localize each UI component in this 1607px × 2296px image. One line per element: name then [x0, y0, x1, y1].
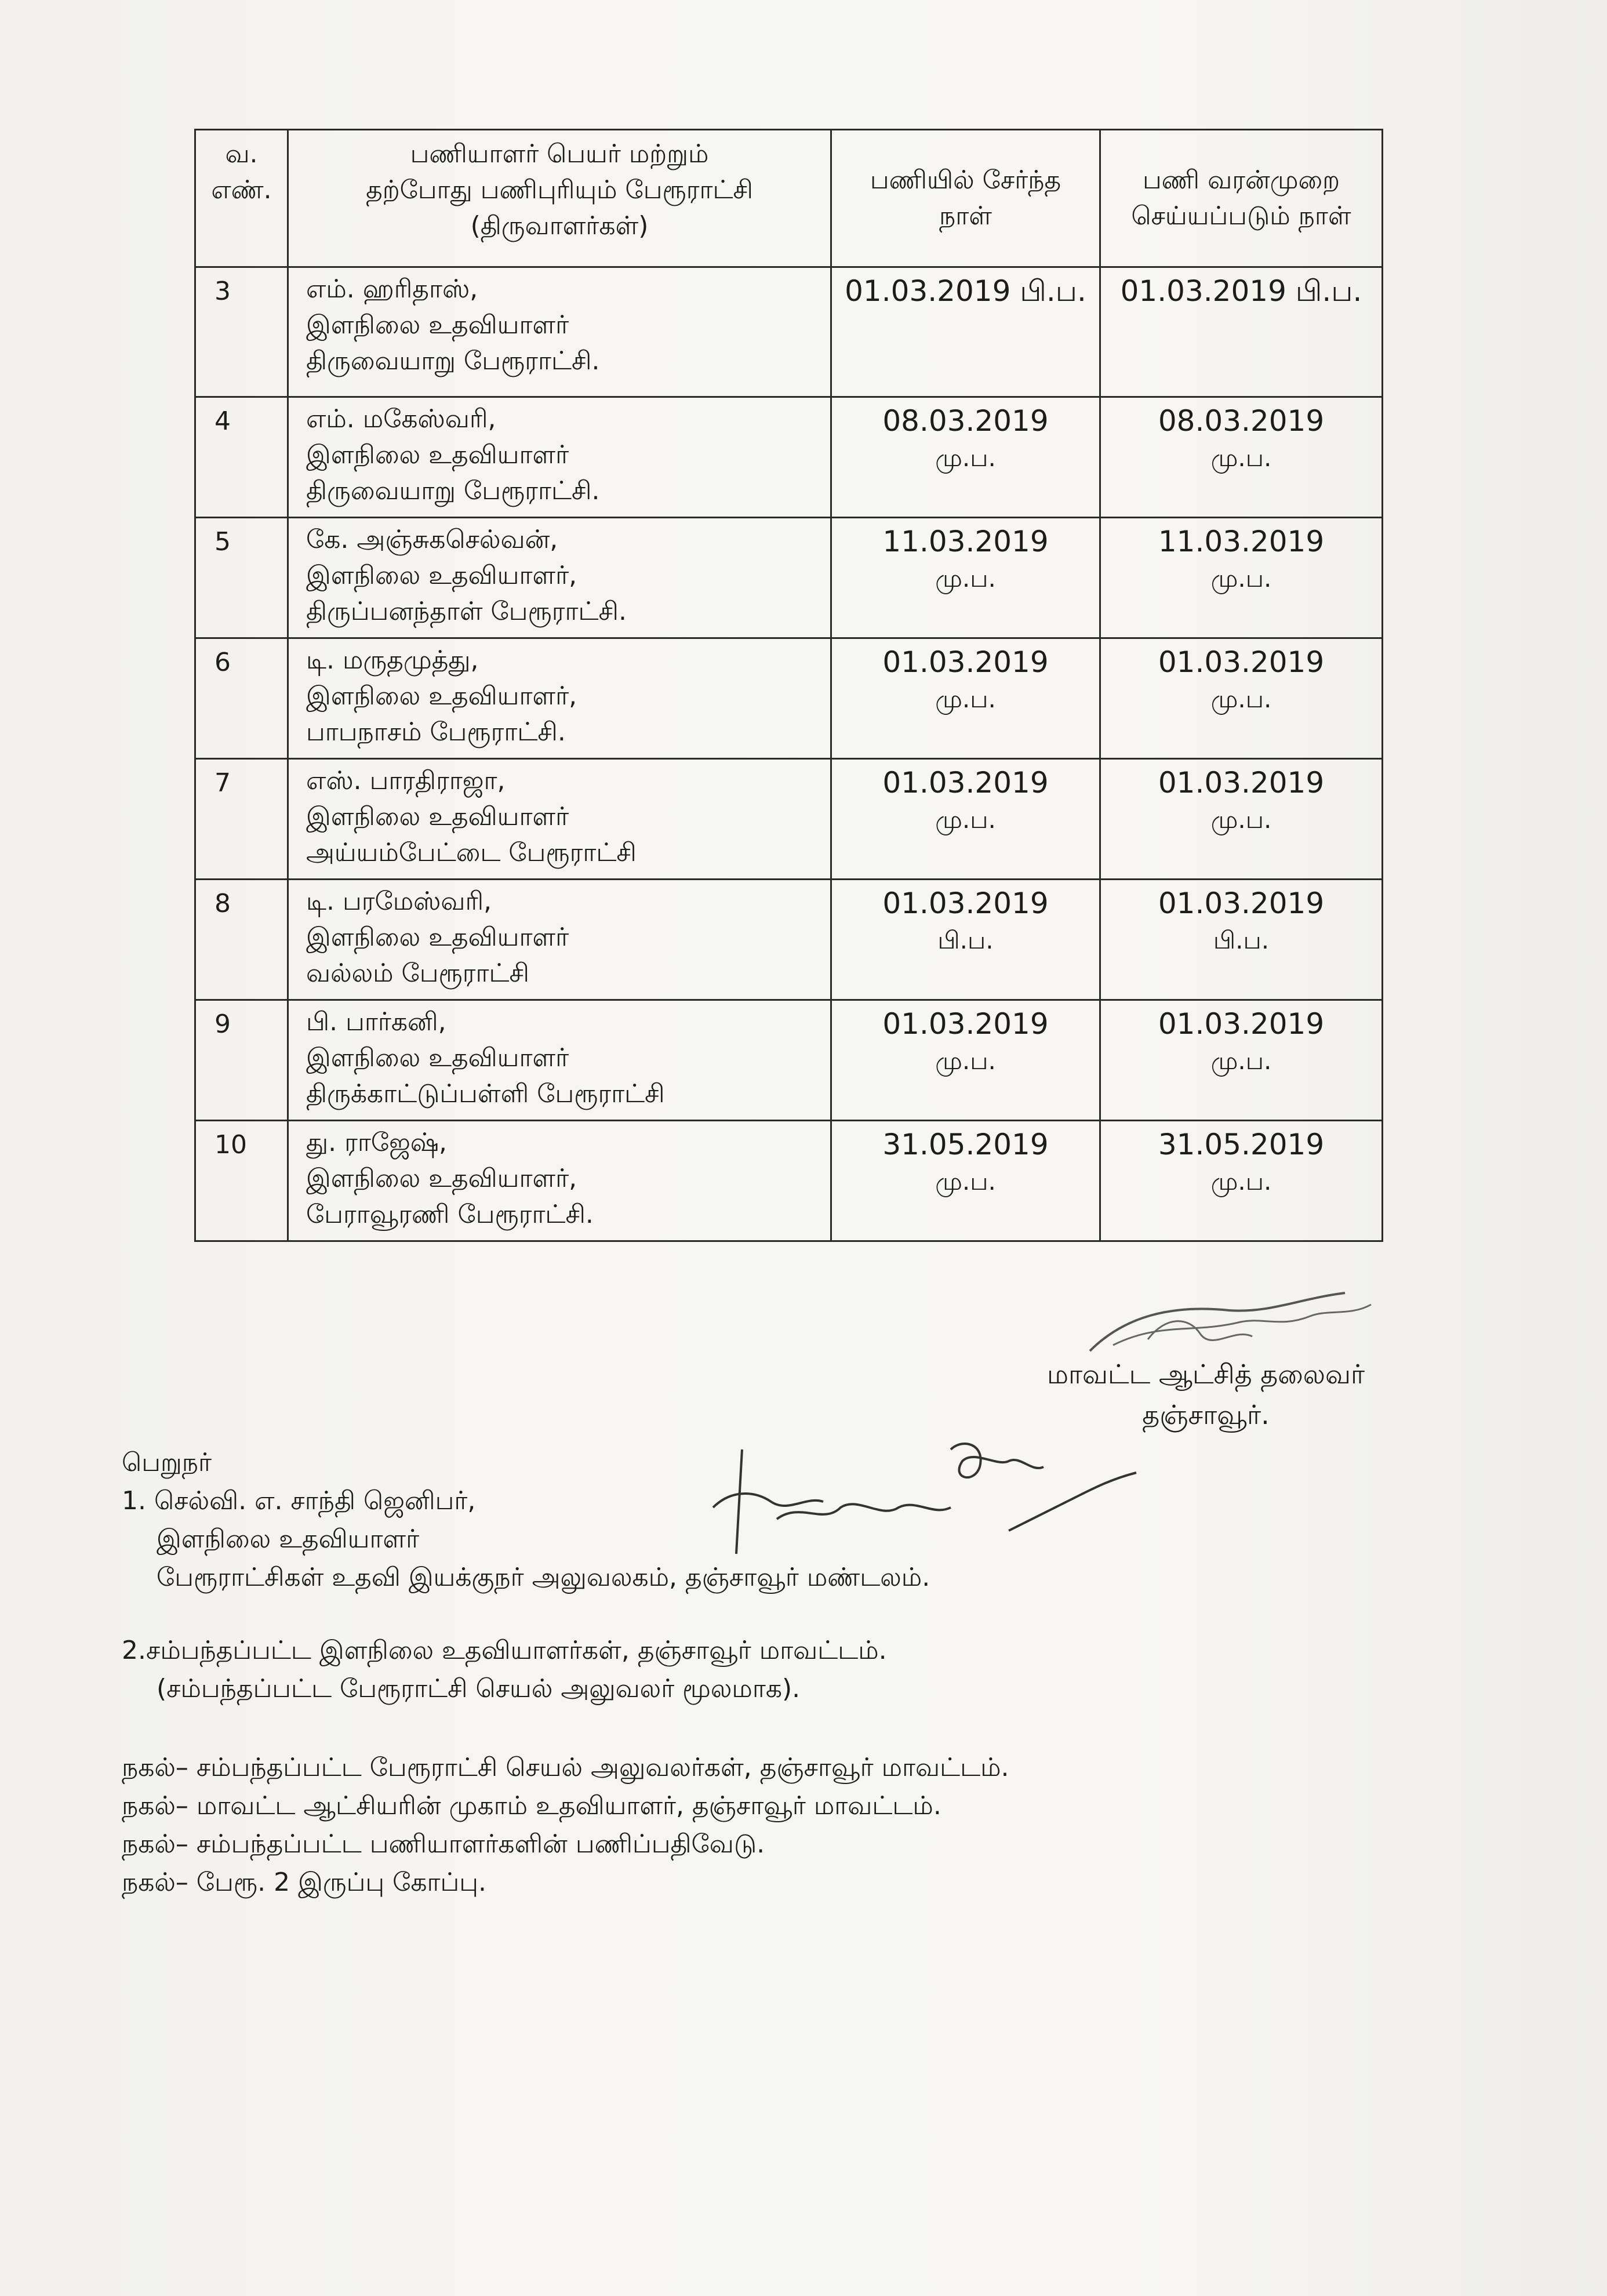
recipient-2-note: (சம்பந்தப்பட்ட பேரூராட்சி செயல் அலுவலர் மூலமாக).	[157, 1674, 801, 1703]
table-row	[195, 1000, 1383, 1121]
signatory-designation: மாவட்ட ஆட்சித் தலைவர்	[1046, 1358, 1365, 1390]
employee-office: திருப்பனந்தாள் பேரூராட்சி.	[306, 597, 627, 626]
regularised-date: 31.05.2019	[1158, 1128, 1325, 1161]
employee-post: இளநிலை உதவியாளர்,	[306, 1164, 577, 1193]
employee-cell	[288, 1000, 831, 1121]
regularised-session: பி.ப.	[1213, 926, 1270, 954]
serial-number: 5	[195, 518, 288, 638]
joined-session: மு.ப.	[935, 444, 996, 472]
table-row	[195, 397, 1383, 518]
joined-date: 01.03.2019	[882, 645, 1049, 679]
employee-cell	[288, 267, 831, 397]
employee-office: பேராவூரணி பேரூராட்சி.	[306, 1200, 594, 1229]
serial-number: 4	[195, 397, 288, 518]
employee-cell	[288, 518, 831, 638]
serial-number: 7	[195, 759, 288, 880]
employee-office: வல்லம் பேரூராட்சி	[306, 958, 529, 988]
regularised-session: மு.ப.	[1210, 805, 1272, 834]
recipients-heading: பெறுநர்	[122, 1448, 212, 1477]
joined-date-cell	[831, 1121, 1100, 1241]
regularised-session: மு.ப.	[1210, 1047, 1272, 1075]
copy-line: நகல்– பேரூ. 2 இருப்பு கோப்பு.	[122, 1868, 486, 1897]
regularised-date-cell	[1100, 638, 1383, 759]
recipients-section	[122, 1444, 1009, 1902]
joined-date: 08.03.2019	[882, 404, 1049, 438]
regularised-date-cell	[1100, 267, 1383, 397]
header-serial: வ. எண்.	[195, 130, 288, 267]
employee-cell	[288, 759, 831, 880]
copy-line: நகல்– சம்பந்தப்பட்ட பேரூராட்சி செயல் அலுவலர்கள், தஞ்சாவூர் மாவட்டம்.	[122, 1753, 1009, 1782]
serial-number: 10	[195, 1121, 288, 1241]
employee-cell	[288, 1121, 831, 1241]
regularised-date: 01.03.2019 பி.ப.	[1120, 274, 1362, 308]
serial-number: 9	[195, 1000, 288, 1121]
employee-post: இளநிலை உதவியாளர்	[306, 922, 569, 952]
recipient-1-office: பேரூராட்சிகள் உதவி இயக்குநர் அலுவலகம், தஞ்சாவூர் மண்டலம்.	[157, 1563, 930, 1592]
joined-date: 01.03.2019	[882, 1007, 1049, 1041]
serial-number: 8	[195, 880, 288, 1000]
joined-date-cell	[831, 267, 1100, 397]
regularised-date-cell	[1100, 1121, 1383, 1241]
header-regularised-date: பணி வரன்முறை செய்யப்படும் நாள்	[1100, 130, 1383, 267]
employee-name: எம். ஹரிதாஸ்,	[306, 274, 478, 304]
employee-cell	[288, 397, 831, 518]
employee-name: பி. பார்கனி,	[306, 1007, 446, 1037]
regularised-date-cell	[1100, 1000, 1383, 1121]
table-row	[195, 880, 1383, 1000]
joined-date-cell	[831, 759, 1100, 880]
regularised-date: 01.03.2019	[1158, 766, 1325, 800]
employee-post: இளநிலை உதவியாளர்,	[306, 681, 577, 711]
joined-date: 01.03.2019 பி.ப.	[845, 274, 1086, 308]
employee-name: து. ராஜேஷ்,	[306, 1128, 448, 1157]
table-header-row	[195, 130, 1383, 267]
regularised-session: மு.ப.	[1210, 685, 1272, 713]
regularised-date-cell	[1100, 759, 1383, 880]
employee-name: டி. பரமேஸ்வரி,	[306, 887, 492, 916]
joined-date-cell	[831, 397, 1100, 518]
employee-name: டி. மருதமுத்து,	[306, 645, 479, 675]
regularised-date: 01.03.2019	[1158, 887, 1325, 920]
table-row	[195, 267, 1383, 397]
joined-session: பி.ப.	[937, 926, 994, 954]
serial-number: 3	[195, 267, 288, 397]
joined-date-cell	[831, 880, 1100, 1000]
employee-office: பாபநாசம் பேரூராட்சி.	[306, 717, 566, 747]
employee-post: இளநிலை உதவியாளர்	[306, 440, 569, 470]
joined-session: மு.ப.	[935, 1167, 996, 1196]
joined-date-cell	[831, 518, 1100, 638]
joined-session: மு.ப.	[935, 805, 996, 834]
table-row	[195, 638, 1383, 759]
employee-cell	[288, 880, 831, 1000]
table-row	[195, 1121, 1383, 1241]
regularised-session: மு.ப.	[1210, 444, 1272, 472]
table-row	[195, 518, 1383, 638]
joined-date: 11.03.2019	[882, 525, 1049, 558]
regularised-date: 01.03.2019	[1158, 645, 1325, 679]
joined-date-cell	[831, 638, 1100, 759]
recipient-1-name: 1. செல்வி. எ. சாந்தி ஜெனிபர்,	[122, 1486, 476, 1516]
employee-post: இளநிலை உதவியாளர்	[306, 802, 569, 831]
employee-name: கே. அஞ்சுகசெல்வன்,	[306, 525, 558, 554]
copy-line: நகல்– சம்பந்தப்பட்ட பணியாளர்களின் பணிப்பதிவேடு.	[122, 1829, 765, 1859]
signatory-place: தஞ்சாவூர்.	[1142, 1399, 1270, 1430]
header-joined-date: பணியில் சேர்ந்த நாள்	[831, 130, 1100, 267]
joined-session: மு.ப.	[935, 564, 996, 593]
recipient-1-post: இளநிலை உதவியாளர்	[157, 1524, 420, 1554]
staff-regularisation-table	[194, 129, 1383, 1242]
joined-date: 31.05.2019	[882, 1128, 1049, 1161]
signatory-block	[1026, 1354, 1386, 1435]
employee-post: இளநிலை உதவியாளர்,	[306, 561, 577, 590]
joined-date-cell	[831, 1000, 1100, 1121]
employee-office: திருக்காட்டுப்பள்ளி பேரூராட்சி	[306, 1079, 665, 1109]
regularised-date: 01.03.2019	[1158, 1007, 1325, 1041]
regularised-date-cell	[1100, 397, 1383, 518]
employee-cell	[288, 638, 831, 759]
copy-line: நகல்– மாவட்ட ஆட்சியரின் முகாம் உதவியாளர், தஞ்சாவூர் மாவட்டம்.	[122, 1791, 941, 1821]
regularised-date-cell	[1100, 880, 1383, 1000]
table-row	[195, 759, 1383, 880]
regularised-date: 11.03.2019	[1158, 525, 1325, 558]
joined-session: மு.ப.	[935, 685, 996, 713]
recipient-2-line: 2.சம்பந்தப்பட்ட இளநிலை உதவியாளர்கள், தஞ்சாவூர் மாவட்டம்.	[122, 1636, 887, 1665]
employee-name: எஸ். பாரதிராஜா,	[306, 766, 506, 795]
employee-name: எம். மகேஸ்வரி,	[306, 404, 496, 434]
joined-session: மு.ப.	[935, 1047, 996, 1075]
regularised-date-cell	[1100, 518, 1383, 638]
employee-post: இளநிலை உதவியாளர்	[306, 1043, 569, 1073]
regularised-session: மு.ப.	[1210, 1167, 1272, 1196]
regularised-date: 08.03.2019	[1158, 404, 1325, 438]
serial-number: 6	[195, 638, 288, 759]
header-name: பணியாளர் பெயர் மற்றும் தற்போது பணிபுரியும் பேரூராட்சி (திருவாளர்கள்)	[288, 130, 831, 267]
joined-date: 01.03.2019	[882, 766, 1049, 800]
employee-office: திருவையாறு பேரூராட்சி.	[306, 346, 600, 376]
employee-post: இளநிலை உதவியாளர்	[306, 310, 569, 340]
employee-office: அய்யம்பேட்டை பேரூராட்சி	[306, 838, 637, 867]
joined-date: 01.03.2019	[882, 887, 1049, 920]
employee-office: திருவையாறு பேரூராட்சி.	[306, 476, 600, 506]
regularised-session: மு.ப.	[1210, 564, 1272, 593]
